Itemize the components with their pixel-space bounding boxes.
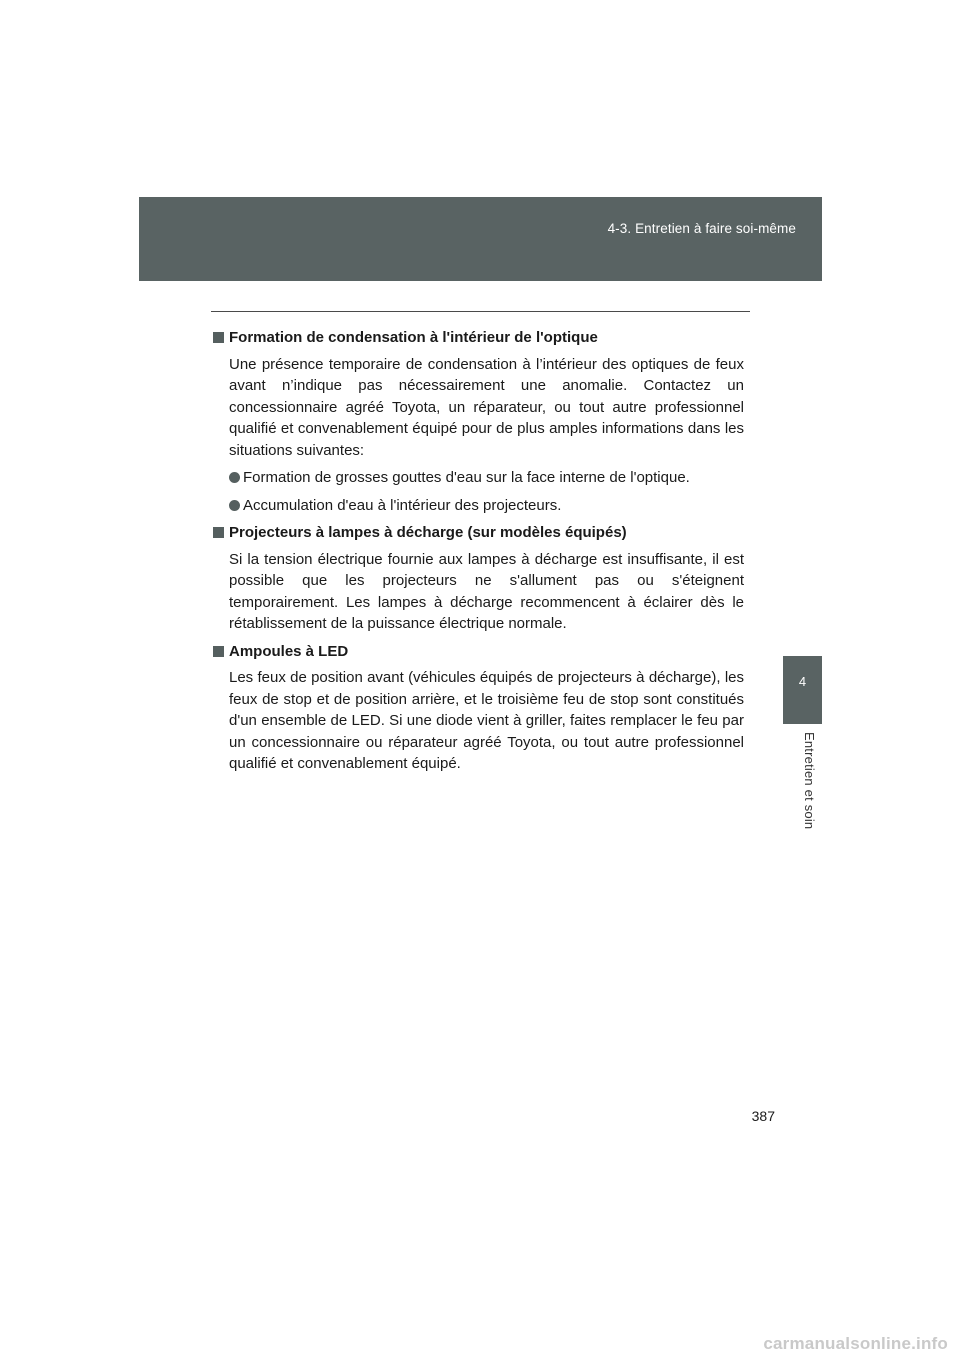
chapter-tab[interactable]	[783, 656, 822, 724]
header-band	[139, 197, 822, 281]
heading-text: Formation de condensation à l'intérieur de l'optique	[229, 329, 598, 346]
section-heading	[212, 522, 744, 544]
circle-bullet-icon	[229, 500, 240, 511]
section-condensation	[212, 327, 744, 516]
square-bullet-icon	[213, 646, 224, 657]
list-item	[229, 467, 744, 489]
list-item-text: Formation de grosses gouttes d'eau sur la face interne de l'optique.	[243, 469, 690, 486]
page-number: 387	[751, 1108, 775, 1124]
section-paragraph: Si la tension électrique fournie aux lampes à décharge est insuffisante, il est possible que les projecteurs ne s'allument pas ou s'éteignent temporairement. Les lampes à décharge recommencent à éclairer dès le rétablissement de la puissance électrique normale.	[229, 550, 744, 632]
heading-text: Projecteurs à lampes à décharge (sur modèles équipés)	[229, 524, 627, 541]
chapter-number: 4	[798, 674, 807, 689]
section-heading	[212, 641, 744, 663]
list-item-text: Accumulation d'eau à l'intérieur des projecteurs.	[243, 496, 562, 514]
chapter-label: Entretien et soin	[802, 732, 817, 830]
square-bullet-icon	[213, 527, 224, 538]
section-title: 4-3. Entretien à faire soi-même	[607, 221, 796, 236]
section-divider	[211, 311, 750, 312]
square-bullet-icon	[213, 332, 224, 343]
circle-bullet-icon	[229, 472, 240, 483]
heading-text: Ampoules à LED	[229, 642, 349, 660]
list-item	[229, 495, 744, 517]
section-led-bulbs	[212, 641, 744, 775]
section-discharge-lamps	[212, 522, 744, 635]
section-paragraph: Les feux de position avant (véhicules équipés de projecteurs à décharge), les feux de stop et de position arrière, et le troisième feu de stop sont constitués d'un ensemble de LED. Si une diode vient à griller, faites remplacer le feu par un concessionnaire ou réparateur agréé Toyota, ou tout autre professionnel qualifié et convenablement équipé.	[229, 669, 744, 772]
watermark: carmanualsonline.info	[763, 1334, 948, 1353]
section-paragraph: Une présence temporaire de condensation à l’intérieur des optiques de feux avant n’indique pas nécessairement une anomalie. Contactez un concessionnaire agréé Toyota, un réparateur, ou tout autre professionnel qualifié et convenablement équipé pour de plus amples informations dans les situations suivantes:	[229, 355, 744, 459]
section-heading	[212, 327, 744, 349]
main-content	[212, 327, 744, 781]
